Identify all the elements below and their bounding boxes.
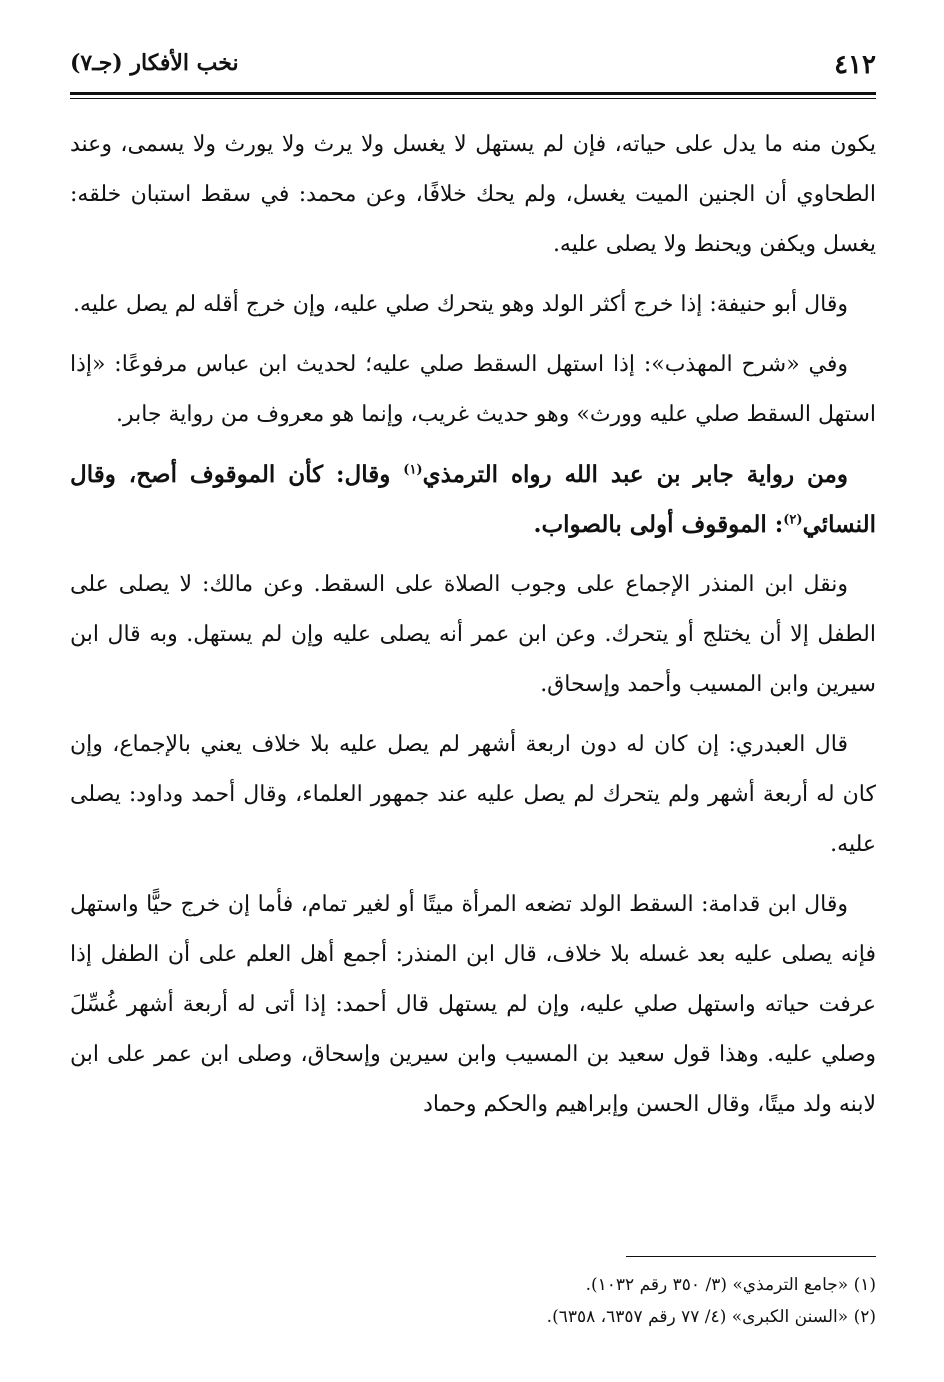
- running-title: نخب الأفكار (جـ٧): [70, 50, 239, 76]
- header-rule: [70, 92, 876, 95]
- footnotes: [70, 1270, 876, 1334]
- paragraph: وقال أبو حنيفة: إذا خرج أكثر الولد وهو يتحرك صلي عليه، وإن خرج أقله لم يصل عليه.: [73, 292, 848, 317]
- footnote: (٢) «السنن الكبرى» (٤/ ٧٧ رقم ٦٣٥٧، ٦٣٥٨).: [546, 1307, 876, 1327]
- page-number: ٤١٢: [834, 50, 876, 80]
- footnote: (١) «جامع الترمذي» (٣/ ٣٥٠ رقم ١٠٣٢).: [585, 1275, 876, 1295]
- bold-paragraph: [70, 450, 876, 550]
- footnote-ref: (٢): [783, 512, 803, 528]
- paragraph: قال العبدري: إن كان له دون اربعة أشهر لم يصل عليه بلا خلاف يعني بالإجماع، وإن كان له أربعة أشهر ولم يتحرك لم يصل عليه عند جمهور العلماء، وقال أحمد وداود: يصلى عليه.: [70, 732, 876, 857]
- footnote-separator: [626, 1256, 876, 1257]
- paragraph: وفي «شرح المهذب»: إذا استهل السقط صلي عليه؛ لحديث ابن عباس مرفوعًا: «إذا استهل السقط صلي عليه وورث» وهو حديث غريب، وإنما هو معروف من رواية جابر.: [70, 352, 876, 427]
- bold-text: ومن رواية جابر بن عبد الله رواه الترمذي: [422, 461, 848, 488]
- bold-text: : الموقوف أولى بالصواب.: [533, 511, 784, 538]
- paragraph: وقال ابن قدامة: السقط الولد تضعه المرأة ميتًا أو لغير تمام، فأما إن خرج حيًّا واستهل فإنه يصلى عليه بعد غسله بلا خلاف، قال ابن المنذر: أجمع أهل العلم على أن الطفل إذا عرفت حياته واستهل صلي عليه، وإن لم يستهل قال أحمد: إذا أتى له أربعة أشهر غُسِّلَ وصلي عليه. وهذا قول سعيد بن المسيب وابن سيرين وإسحاق، وصلى ابن عمر على ابن لابنه ولد ميتًا، وقال الحسن وإبراهيم والحكم وحماد: [70, 892, 876, 1117]
- bold-text: وقال: كأن الموقوف أصح، وقال النسائي: [70, 461, 876, 538]
- book-page: [70, 44, 876, 1344]
- main-text: [70, 120, 876, 1140]
- header-rule-thin: [70, 98, 876, 99]
- paragraph: ونقل ابن المنذر الإجماع على وجوب الصلاة على السقط. وعن مالك: لا يصلى على الطفل إلا أن يختلج أو يتحرك. وعن ابن عمر أنه يصلى عليه وإن لم يستهل. وبه قال ابن سيرين وابن المسيب وأحمد وإسحاق.: [70, 572, 876, 697]
- page-header: [70, 44, 876, 88]
- paragraph: يكون منه ما يدل على حياته، فإن لم يستهل لا يغسل ولا يرث ولا يورث ولا يسمى، وعند الطحاوي أن الجنين الميت يغسل، ولم يحك خلافًا، وعن محمد: في سقط استبان خلقه: يغسل ويكفن ويحنط ولا يصلى عليه.: [70, 132, 876, 257]
- footnote-ref: (١): [403, 462, 423, 478]
